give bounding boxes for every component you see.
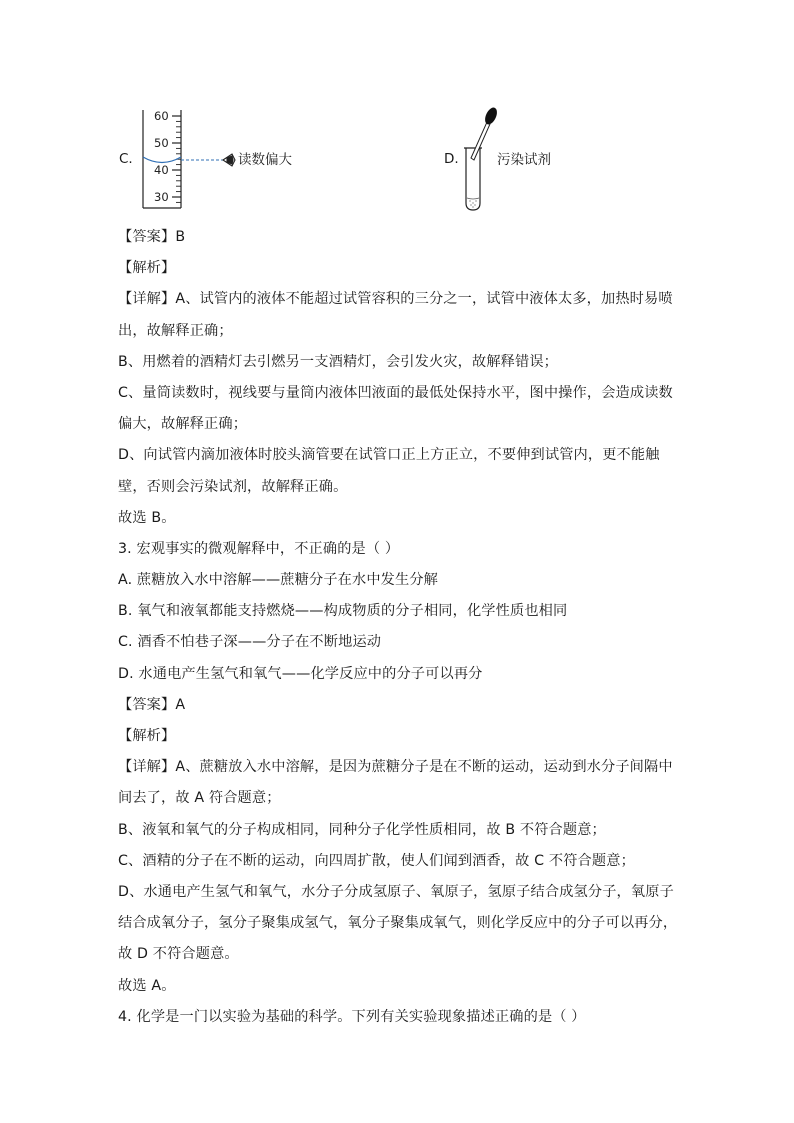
explanation-line: 【详解】A、蔗糖放入水中溶解，是因为蔗糖分子是在不断的运动，运动到水分子间隔中 <box>118 759 673 776</box>
explanation-line: C、酒精的分子在不断的运动，向四周扩散，使人们闻到酒香，故 C 不符合题意； <box>118 852 635 869</box>
explanation-line: 结合成氧分子，氢分子聚集成氢气，氧分子聚集成氧气，则化学反应中的分子可以再分， <box>118 915 678 932</box>
explanation-line: 【详解】A、试管内的液体不能超过试管容积的三分之一，试管中液体太多，加热时易喷 <box>118 291 673 308</box>
option-d-label: D. <box>444 151 459 167</box>
tick-label-30: 30 <box>154 190 169 204</box>
explanation-line: 偏大，故解释正确； <box>118 416 248 433</box>
explanation-line: B、液氧和氧气的分子构成相同，同种分子化学性质相同，故 B 不符合题意； <box>118 821 606 838</box>
eye-icon <box>223 154 235 166</box>
explanation-line: 间去了，故 A 符合题意； <box>118 790 281 807</box>
choice-line: 故选 B。 <box>118 509 176 526</box>
analysis-heading: 【解析】 <box>118 728 176 744</box>
option-c-label: C. <box>119 151 133 167</box>
analysis-heading: 【解析】 <box>118 260 176 277</box>
question-3-option-c: C. 酒香不怕巷子深——分子在不断地运动 <box>118 634 382 651</box>
tick-label-40: 40 <box>154 163 169 177</box>
explanation-line: 出，故解释正确； <box>118 322 233 339</box>
explanation-line: 壁，否则会污染试剂，故解释正确。 <box>118 478 348 495</box>
option-d-caption: 污染试剂 <box>497 152 551 168</box>
question-3-option-d: D. 水通电产生氢气和氧气——化学反应中的分子可以再分 <box>118 665 483 682</box>
question-3-option-a: A. 蔗糖放入水中溶解——蔗糖分子在水中发生分解 <box>118 572 439 589</box>
tick-label-50: 50 <box>154 136 169 150</box>
answer-line: 【答案】A <box>118 696 186 713</box>
explanation-line: B、用燃着的酒精灯去引燃另一支酒精灯，会引发火灾，故解释错误； <box>118 353 559 370</box>
dropper-icon <box>471 106 499 160</box>
explanation-line: D、水通电产生氢气和氧气，水分子分成氢原子、氧原子，氢原子结合成氢分子，氧原子 <box>118 883 674 900</box>
document-body <box>118 222 688 1033</box>
option-c-caption: 读数偏大 <box>238 152 292 168</box>
explanation-line: C、量筒读数时，视线要与量筒内液体凹液面的最低处保持水平，图中操作，会造成读数 <box>118 384 673 401</box>
tick-label-60: 60 <box>154 109 169 123</box>
answer-line: 【答案】B <box>118 229 186 245</box>
question-3: 3. 宏观事实的微观解释中，不正确的是（ ） <box>118 540 400 557</box>
explanation-line: D、向试管内滴加液体时胶头滴管要在试管口正上方正立，不要伸到试管内，更不能触 <box>118 447 660 464</box>
choice-line: 故选 A。 <box>118 977 176 994</box>
explanation-line: 故 D 不符合题意。 <box>118 946 239 963</box>
question-3-option-b: B. 氧气和液氧都能支持燃烧——构成物质的分子相同，化学性质也相同 <box>118 603 568 620</box>
figure-options-c-d <box>0 100 794 215</box>
question-4: 4. 化学是一门以实验为基础的科学。下列有关实验现象描述正确的是（ ） <box>118 1008 586 1025</box>
